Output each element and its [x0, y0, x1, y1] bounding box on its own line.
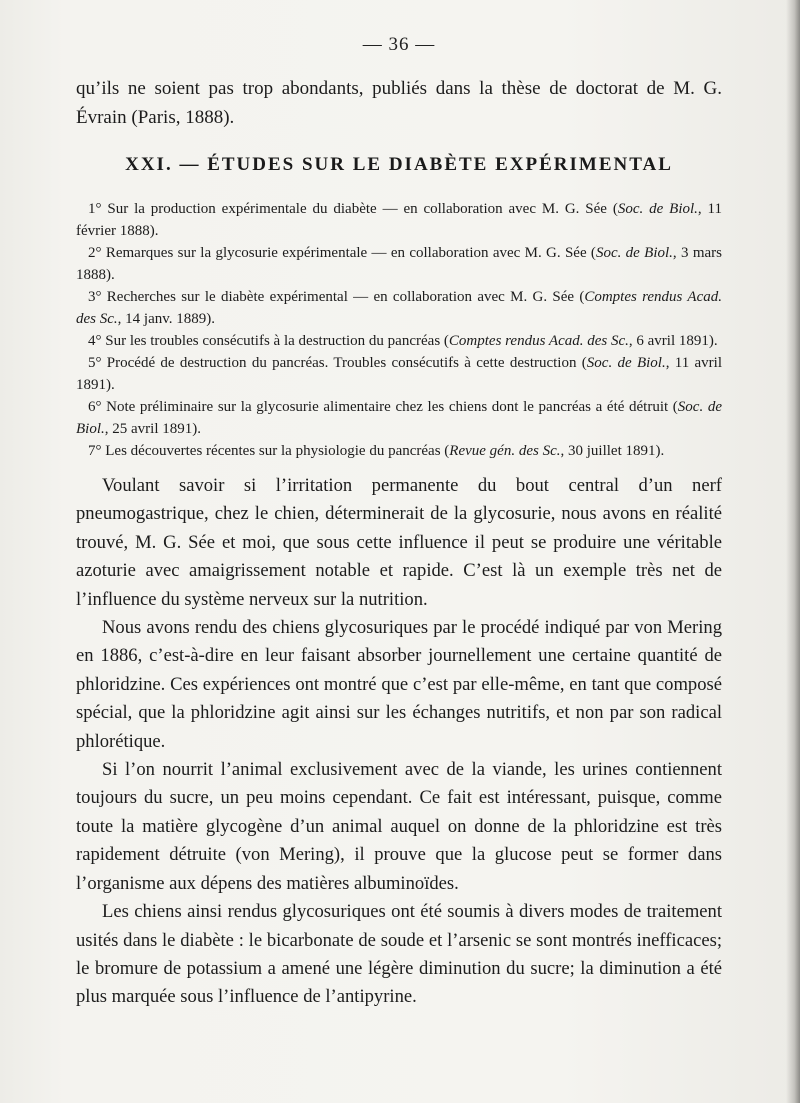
paragraph: Nous avons rendu des chiens glycosuriques par le procédé indiqué par von Mering en 1886, c’est-à-dire en leur faisant absorber journellement une certaine quantité de phloridzine. Ces expériences ont montré que c’est par elle-même, en tant que composé spécial, que la phloridzine agit ainsi sur les échanges nutritifs, et non par son radical phlorétique.	[76, 617, 722, 752]
reference-item: 3° Recherches sur le diabète expérimental — en collaboration avec M. G. Sée (Comptes rendus Acad. des Sc., 14 janv. 1889).	[76, 289, 722, 327]
reference-item: 1° Sur la production expérimentale du diabète — en collaboration avec M. G. Sée (Soc. de Biol., 11 février 1888).	[76, 201, 722, 239]
page-edge-shadow	[786, 0, 800, 1103]
paragraph: Si l’on nourrit l’animal exclusivement avec de la viande, les urines contiennent toujours du sucre, un peu moins cependant. Ce fait est intéressant, puisque, comme toute la matière glycogène d’un animal auquel on donne de la phloridzine est très rapidement détruite (von Mering), il prouve que la glucose peut se former dans l’organisme aux dépens des matières albuminoïdes.	[76, 759, 722, 894]
intro-text: qu’ils ne soient pas trop abondants, publiés dans la thèse de doctorat de M. G. Évrain (Paris, 1888).	[76, 78, 722, 128]
reference-item: 7° Les découvertes récentes sur la physiologie du pancréas (Revue gén. des Sc., 30 juillet 1891).	[88, 443, 665, 459]
page-content	[76, 34, 722, 1012]
reference-item: 6° Note préliminaire sur la glycosurie alimentaire chez les chiens dont le pancréas a été détruit (Soc. de Biol., 25 avril 1891).	[76, 399, 722, 437]
reference-item: 5° Procédé de destruction du pancréas. Troubles consécutifs à cette destruction (Soc. de Biol., 11 avril 1891).	[76, 355, 722, 393]
reference-item: 2° Remarques sur la glycosurie expérimentale — en collaboration avec M. G. Sée (Soc. de Biol., 3 mars 1888).	[76, 245, 722, 283]
paragraph: Voulant savoir si l’irritation permanente du bout central d’un nerf pneumogastrique, chez le chien, déterminerait de la glycosurie, nous avons en réalité trouvé, M. G. Sée et moi, que sous cette influence il peut se produire une véritable azoturie avec amaigrissement notable et rapide. C’est là un exemple très net de l’influence du système nerveux sur la nutrition.	[76, 475, 722, 610]
page-number: — 36 —	[362, 34, 436, 55]
section-title: XXI. — ÉTUDES SUR LE DIABÈTE EXPÉRIMENTAL	[125, 154, 673, 175]
paragraph: Les chiens ainsi rendus glycosuriques ont été soumis à divers modes de traitement usités dans le diabète : le bicarbonate de soude et l’arsenic se sont montrés inefficaces; le bromure de potassium a amené une légère diminution du sucre; la diminution a été plus marquée sous l’influence de l’antipyrine.	[76, 901, 722, 1008]
reference-list	[76, 198, 722, 462]
body-text	[76, 472, 722, 1012]
reference-item: 4° Sur les troubles consécutifs à la destruction du pancréas (Comptes rendus Acad. des Sc., 6 avril 1891).	[88, 333, 718, 349]
